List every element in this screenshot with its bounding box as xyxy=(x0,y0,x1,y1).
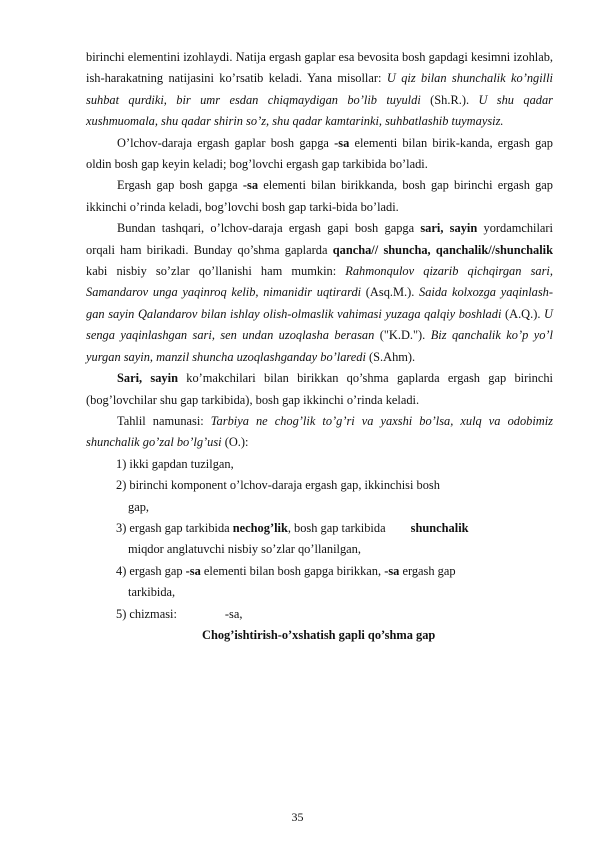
analysis-item-5 xyxy=(116,604,553,625)
source-ref: (S.Ahm). xyxy=(365,349,416,364)
source-ref: (A.Q.). xyxy=(501,306,545,321)
bold-term: -sa xyxy=(334,135,350,150)
text: O’lchov-daraja ergash gaplar bosh gapga xyxy=(117,135,335,150)
bold-term: nechog’lik xyxy=(232,520,288,535)
text: Ergash gap bosh gapga xyxy=(117,178,243,193)
text: miqdor anglatuvchi nisbiy so’zlar qo’llanilgan, xyxy=(128,542,361,557)
text: , bosh gap tarkibida xyxy=(287,520,389,535)
bold-term: -sa xyxy=(384,563,400,578)
text: ergash gap xyxy=(399,563,456,578)
text: tarkibida, xyxy=(128,585,176,600)
section-heading: Chog’ishtirish-o’xshatish gapli qo’shma gap xyxy=(202,627,436,642)
text: 2) birinchi komponent o’lchov-daraja ergash gap, ikkinchisi bosh xyxy=(116,478,440,493)
text: 3) ergash gap tarkibida xyxy=(116,520,233,535)
paragraph-tahlil-namunasi xyxy=(86,411,553,454)
text: elementi bilan bosh gapga birikkan, xyxy=(200,563,385,578)
page-number: 35 xyxy=(291,810,304,824)
bold-term: shunchalik xyxy=(410,520,469,535)
bold-term: -sa xyxy=(242,178,259,193)
text: 5) chizmasi: xyxy=(116,606,177,621)
analysis-item-4 xyxy=(116,561,553,582)
text: 1) ikki gapdan tuzilgan, xyxy=(116,456,234,471)
example-text: Tarbiya ne chog’lik to’g’ri va yaxshi bo’lsa, xulq va odobimiz shunchalik go’zal bo’lg’usi xyxy=(86,413,554,450)
text: kabi nisbiy so’zlar qo’llanishi ham mumkin: xyxy=(86,264,346,279)
analysis-item-3-continuation xyxy=(128,539,553,560)
text: Bundan tashqari, o’lchov-daraja ergash gapi bosh gapga xyxy=(117,221,421,236)
analysis-item-2-continuation xyxy=(128,497,553,518)
source-ref: (Asq.M.). xyxy=(361,285,420,300)
paragraph-komakchilar xyxy=(86,368,553,411)
text: gap, xyxy=(128,499,149,514)
text: -sa, xyxy=(224,606,243,621)
source-ref: (Sh.R.). xyxy=(420,92,479,107)
paragraph-ergash-gap xyxy=(86,175,553,218)
analysis-item-1 xyxy=(116,454,553,475)
text: birinchi elementini izohlaydi. Natija ergash gaplar esa bevosita bosh gapdagi kesimni izohlab, ish-harakatning natijasini ko’rsatib keladi. Yana misollar: xyxy=(86,50,553,86)
source-ref: (O.): xyxy=(221,435,249,450)
text: elementi bilan birikkanda, bosh gap birinchi ergash gap ikkinchi o’rinda keladi, bog’lovchi bosh gap tarki-bida bo’ladi. xyxy=(86,178,553,214)
example-text: U qiz bilan shunchalik ko’ngilli suhbat qurdiki, bir umr esdan chiqmaydigan bo’lib tuyuldi xyxy=(86,71,554,107)
example-text: U senga yaqinlashgan sari, sen undan uzoqlasha berasan xyxy=(86,306,553,343)
example-text: Saida kolxozga yaqinlash-gan sayin Qalandarov bilan ishlay olish-olmaslik vahimasi yuzaga qalqiy boshladi xyxy=(86,285,554,321)
paragraph-olchov-daraja xyxy=(86,133,553,176)
source-ref: ("K.D."). xyxy=(374,328,431,343)
paragraph-natija xyxy=(86,47,553,133)
analysis-item-3 xyxy=(116,518,553,539)
analysis-item-2 xyxy=(116,475,553,496)
bold-term: Sari, sayin xyxy=(117,371,178,386)
bold-term: qancha// shuncha, qanchalik//shunchalik xyxy=(332,242,553,257)
text: Tahlil namunasi: xyxy=(117,413,211,428)
paragraph-sari-sayin xyxy=(86,218,553,368)
bold-term: -sa xyxy=(185,563,201,578)
text: elementi bilan birik-kanda, ergash gap oldin bosh gap keyin keladi; bog’lovchi ergash gap tarkibida bo’ladi. xyxy=(86,135,553,172)
bold-term: sari, sayin xyxy=(420,221,478,236)
analysis-item-4-continuation xyxy=(128,582,553,603)
example-text: U shu qadar xushmuomala, shu qadar shirin so’z, shu qadar kamtarinki, suhbatlashib tuymaysiz. xyxy=(86,92,554,129)
document-page xyxy=(86,47,553,646)
example-text: Rahmonqulov qizarib qichqirgan sari, Samandarov unga yaqinroq kelib, nimanidir uqtirardi xyxy=(86,264,553,300)
text: yordamchilari orqali ham birikadi. Bunday qo’shma gaplarda xyxy=(86,221,553,257)
text: ko’makchilari bilan birikkan qo’shma gaplarda ergash gap birinchi (bog’lovchilar shu gap tarkibida), bosh gap ikkinchi o’rinda keladi. xyxy=(86,371,553,407)
text: 4) ergash gap xyxy=(116,563,186,578)
example-text: Biz qanchalik ko’p yo’l yurgan sayin, manzil shuncha uzoqlashganday bo’laredi xyxy=(86,328,553,364)
